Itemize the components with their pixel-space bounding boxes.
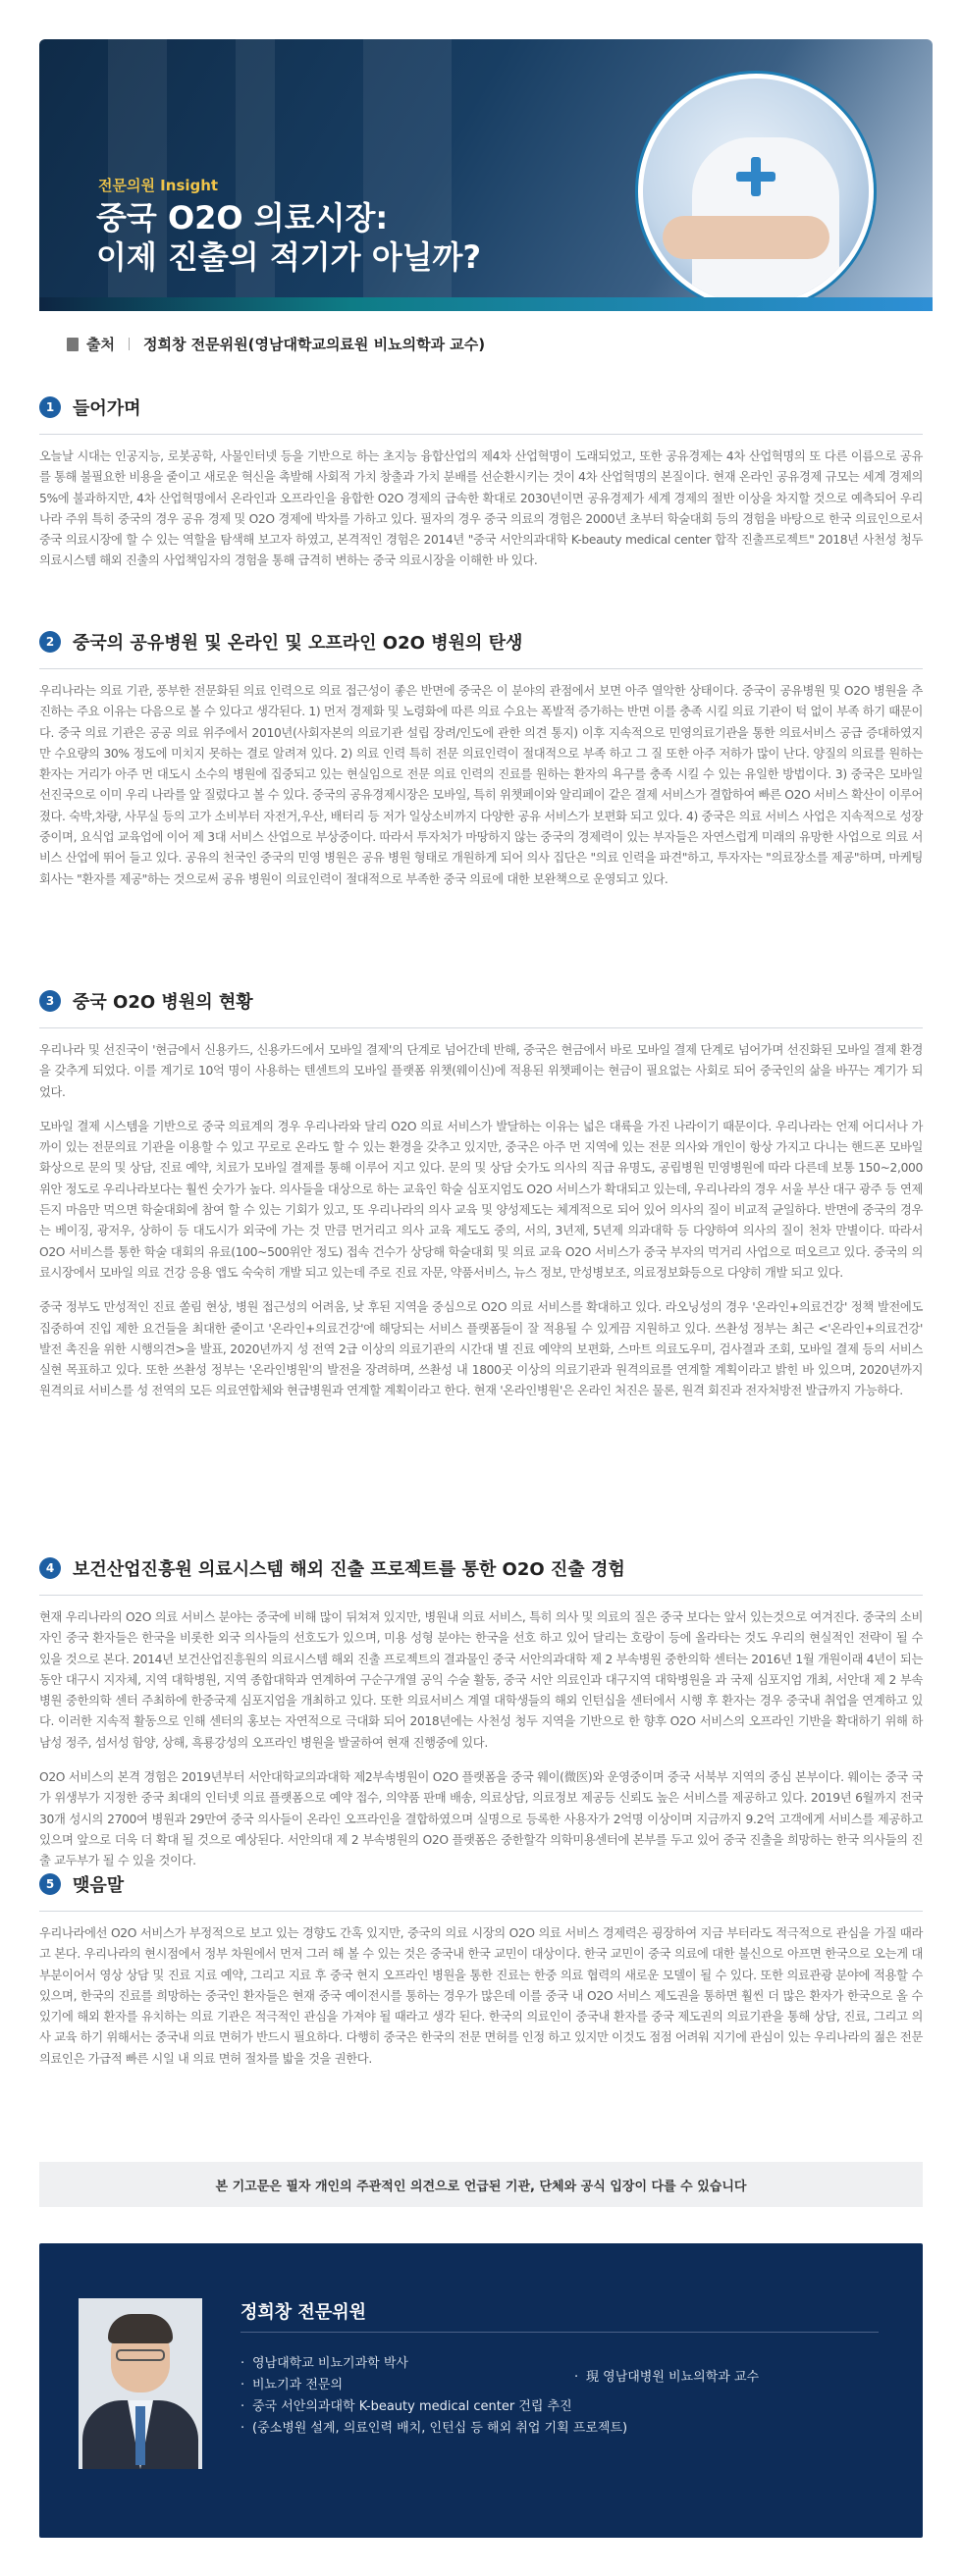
section-number-badge: 2: [39, 631, 61, 653]
section-heading: [39, 1555, 923, 1581]
title-line-2: 이제 진출의 적기가 아닐까?: [96, 238, 482, 276]
credential-item: · 現 영남대병원 비뇨의학과 교수: [574, 2367, 759, 2389]
author-current-position: [574, 2367, 759, 2389]
title-line-1: 중국 O2O 의료시장:: [96, 199, 389, 237]
section-divider: [39, 1595, 923, 1596]
source-label: 출처: [86, 336, 115, 353]
credential-item: · 중국 서안의과대학 K-beauty medical center 건립 추진: [240, 2396, 627, 2418]
section-heading: [39, 988, 923, 1014]
paragraph: O2O 서비스의 본격 경험은 2019년부터 서안대학교의과대학 제2부속병원이 O2O 플랫폼을 중국 웨이(微医)와 운영중이며 중국 서북부 지역의 중심 본부이다. 웨이는 중국 국가 위생부가 지정한 중국 최대의 인터넷 의료 플랫폼으로 예약 접수, 의약품 판매 배송, 의료상담, 의료정보 제공등 신뢰도 높은 서비스를 제공하고 있다. 2019년 6월까지 전국 30개 성시의 2700여 병원과 29만여 중국 의사들이 온라인 오프라인을 결합하였으며 실명으로 등록한 사용자가 2억명 이상이며 지금까지 9.2억 고객에게 서비스를 제공하고 있으며 앞으로 더욱 더 확대 될 것으로 예상된다. 서안의대 제 2 부속병원의 O2O 플랫폼은 중한할각 의학미용센터에 본부를 두고 있어 중국 진출을 희망하는 한국 의사들의 진출 교두부가 될 수 있을 것이다.: [39, 1770, 923, 1868]
section-1: [39, 394, 923, 572]
section-heading: [39, 1871, 923, 1897]
source-value: 정희창 전문위원(영남대학교의료원 비뇨의학과 교수): [142, 336, 486, 353]
section-divider: [39, 668, 923, 669]
author-name: 정희창 전문위원: [240, 2302, 366, 2323]
section-title: 중국의 공유병원 및 온라인 및 오프라인 O2O 병원의 탄생: [73, 633, 523, 654]
medical-cross-icon: [736, 157, 775, 196]
book-icon: [67, 338, 79, 351]
section-number-badge: 4: [39, 1557, 61, 1579]
section-heading: [39, 629, 923, 655]
author-card: [39, 2243, 923, 2538]
section-5: [39, 1871, 923, 2070]
section-4: [39, 1555, 923, 1872]
paragraph: 현재 우리나라의 O2O 의료 서비스 분야는 중국에 비해 많이 뒤쳐져 있지만, 병원내 의료 서비스, 특히 의사 및 의료의 질은 중국 보다는 앞서 있는것으로 여겨진다. 중국의 소비자인 중국 환자들은 한국을 비롯한 외국 의사들의 선호도가 있으며, 미용 성형 분야는 한국을 선호 하고 있어 달리는 호랑이 등에 올라타는 것도 우리의 현실적인 전략이 될 수 있을 것으로 본다. 2014년 보건산업진흥원의 의료시스템 해외 진출 프로젝트의 결과물인 중국 서안의과대학 제 2 부속병원 중한의학 센터는 2016년 1월 개원이래 4년이 되는 동안 대구시 지자체, 지역 대학병원, 지역 종합대학과 연계하여 구순구개열 공익 수술 활동, 중국 서안 의료인과 대구지역 대학병원을 과 국제 심포지엄 개최, 서안대 제 2 부속병원 중한의학 센터 주최하에 한중국제 심포지엄을 개최하고 있다. 또한 의료서비스 계열 대학생들의 해외 인턴십을 센터에서 시행 후 환자는 경우 중국내 취업을 연계하고 있다. 이러한 지속적 활동으로 인해 센터의 홍보는 자연적으로 극대화 되어 2018년에는 사천성 청두 지역을 기반으로 한 향후 O2O 서비스의 오프라인 기반을 확대하기 위해 하남성 정주, 섬서성 함양, 상해, 흑룡강성의 오프라인 병원을 발굴하여 현재 진행중에 있다.: [39, 1610, 923, 1750]
paragraph: 우리나라에선 O2O 서비스가 부정적으로 보고 있는 경향도 간혹 있지만, 중국의 의료 시장의 O2O 의료 서비스 경제력은 굉장하여 지금 부터라도 적극적으로 관심을 가질 때라고 본다. 우리나라의 현시점에서 정부 차원에서 먼저 그러 해 볼 수 있는 것은 중국내 한국 교민이 대상이다. 한국 교민이 중국 의료에 대한 불신으로 아프면 한국으로 오는게 대부분이어서 영상 상담 및 진료 지료 예약, 그리고 지료 후 중국 현지 오프라인 병원을 통한 진료는 한중 의료 협력의 새로운 모델이 될 수 있다. 또한 의료관광 분야에 적용할 수 있으며, 한국의 진료를 희망하는 중국인 환자들은 현재 중국 예이전시를 통하는 경우가 많은데 이를 중국 내 O2O 서비스 제도권을 통하면 훨씬 더 많은 환자가 한국으로 올 수 있기에 해외 환자를 유치하는 의료 기관은 적극적인 관심을 가져야 될 때라고 생각 된다. 한국의 의료인이 중국내 환자를 중국 제도권의 의료기관을 통해 상담, 진료, 그리고 의사 교육 하기 위해서는 중국내 의료 면허가 반드시 필요하다. 다행히 중국은 한국의 전문 면허를 인정 하고 있지만 이것도 점점 어려워 지기에 관심이 있는 우리나라의 젊은 전문 의료인은 가급적 빠른 시일 내 의료 면허 절차를 밟을 것을 권한다.: [39, 1926, 923, 2066]
credential-item: · 비뇨기과 전문의: [240, 2375, 627, 2396]
credential-item: · (중소병원 설계, 의료인력 배치, 인턴십 등 해외 취업 기획 프로젝트): [240, 2418, 627, 2440]
source-line: [67, 334, 485, 354]
paragraph: 우리나라는 의료 기관, 풍부한 전문화된 의료 인력으로 의료 접근성이 좋은 반면에 중국은 이 분야의 관점에서 보면 아주 열악한 상태이다. 중국이 공유병원 및 O2O 병원을 추진하는 주요 이유는 다음으로 볼 수 있다고 생각된다. 1) 먼저 경제화 및 노령화에 따른 의료 수요는 폭발적 증가하는 반면 이를 충족 시킬 의료 기관이 턱 없이 부족 하기 때문이다. 중국 의료 기관은 공공 의료 위주에서 2010년(사회자본의 의료기관 설립 장려/인도에 관한 의견 통지) 이후 지속적으로 민영의료기관을 통한 의료서비스 공급 증대하였지만 수요량의 30% 정도에 미치지 못하는 결로 알려져 있다. 2) 의료 인력 특히 전문 의료인력이 절대적으로 부족 하고 그 질 또한 아주 저하가 많이 난다. 양질의 의료를 원하는 환자는 거리가 아주 먼 대도시 소수의 병원에 집중되고 있는 현실임으로 전문 의료 인력의 진료를 원하는 환자의 욕구를 충족 시킬 수 있는 유일한 방법이다. 3) 중국은 모바일 선진국으로 이미 우리 나라를 앞 질렀다고 볼 수 있다. 중국의 공유경제시장은 모바일, 특히 위챗페이와 알리페이 같은 결제 서비스가 결합하여 빠른 O2O 서비스 확산이 이루어졌다. 숙박,차량, 사무실 등의 고가 소비부터 자전거,우산, 배터리 등 저가 일상소비까지 다양한 공유 서비스가 보편화 되고 있다. 4) 중국은 의료 서비스 사업은 지속적으로 성장 중이며, 요식업 교육업에 이어 제 3대 서비스 산업으로 부상중이다. 따라서 투자처가 마땅하지 않는 중국의 경제력이 있는 부자들은 자연스럽게 미래의 유망한 사업으로 의료 서비스 산업에 뛰어 들고 있다. 공유의 천국인 중국의 민영 병원은 공유 병원 형태로 개원하게 되어 의사 집단은 "의료 인력을 파견"하고, 투자자는 "의료장소를 제공"하며, 마케팅 회사는 "환자를 제공"하는 것으로써 공유 병원이 의료인력이 절대적으로 부족한 중국 의료에 대한 보완책으로 운영되고 있다.: [39, 684, 923, 886]
hero-kicker: 전문의원 Insight: [98, 177, 219, 194]
credential-item: · 영남대학교 비뇨기과학 박사: [240, 2353, 627, 2375]
section-number-badge: 1: [39, 396, 61, 418]
section-title: 들어가며: [73, 398, 141, 419]
section-number-badge: 3: [39, 990, 61, 1012]
section-title: 중국 O2O 병원의 현황: [73, 992, 253, 1013]
section-divider: [39, 434, 923, 435]
hero-banner: [39, 39, 933, 304]
disclaimer-box: 본 기고문은 필자 개인의 주관적인 의견으로 언급된 기관, 단체와 공식 입장이 다를 수 있습니다: [39, 2162, 923, 2207]
photo-tie: [135, 2406, 145, 2465]
photo-glasses: [116, 2349, 165, 2361]
photo-hair: [108, 2314, 173, 2343]
paragraph: 오늘날 시대는 인공지능, 로봇공학, 사물인터넷 등을 기반으로 하는 초지능 융합산업의 제4차 산업혁명이 도래되었고, 또한 공유경제는 4차 산업혁명의 또 다른 이름으로 공유를 통해 불필요한 비용을 줄이고 새로운 혁신을 촉발해 사회적 가치 창출과 가치 분배를 선순환시키는 것이 4차 산업혁명의 본질이다. 현재 온라인 공유경제 규모는 세계 경제의 5%에 불과하지만, 4차 산업혁명에서 온라인과 오프라인을 융합한 O2O 경제의 급속한 확대로 2030년이면 공유경제가 세계 경제의 절반 이상을 차지할 것으로 예측되어 우리나라 주위 특히 중국의 경우 공유 경제 및 O2O 경제에 박차를 가하고 있다. 필자의 경우 중국 의료의 경험은 2000년 초부터 학술대회 등의 경험을 바탕으로 한국 의료인으로서 중국 의료시장에 할 수 있는 역할을 탐색해 보고자 하였고, 본격적인 경험은 2014년 "중국 서안의과대학 K-beauty medical center 합작 진출프로젝트" 2018년 사천성 청두 의료시스템 해외 진출의 사업책임자의 경험을 통해 급격히 변하는 중국 의료시장을 이해한 바 있다.: [39, 449, 923, 568]
author-photo: [79, 2298, 202, 2469]
hand-illustration: [663, 216, 829, 259]
section-title: 보건산업진흥원 의료시스템 해외 진출 프로젝트를 통한 O2O 진출 경험: [73, 1559, 625, 1580]
paragraph: 모바일 결제 시스템을 기반으로 중국 의료계의 경우 우리나라와 달리 O2O 의료 서비스가 발달하는 이유는 넓은 대륙을 가진 나라이기 때문이다. 우리나라는 언제 어디서나 가까이 있는 전문의료 기관을 이용할 수 있고 꾸로로 온라도 할 수 있는 환경을 갖추고 있지만, 중국은 아주 먼 지역에 있는 전문 의사와 개인이 항상 가지고 다니는 핸드폰 모바일 화상으로 문의 및 상담, 진료 예약, 치료가 모바일 결제를 통해 이루어 지고 있다. 문의 및 상담 숫가도 의사의 직급 유명도, 공립병원 민영병원에 따라 다른데 보통 150~2,000위안 정도로 우리나라보다는 훨씬 숫가가 높다. 의사들을 대상으로 하는 교육인 학술 심포지엄도 O2O 서비스가 확대되고 있는데, 우리나라의 경우 서울 부산 대구 광주 등 연제든지 마음만 먹으면 학술대회에 참여 할 수 있는 기회가 있고, 또 우리나라의 의사 교육 및 양성제도는 체계적으로 되어 있어 의사의 질이 비교적 균일하다. 반면에 중국의 경우는 베이징, 광저우, 상하이 등 대도시가 외국에 가는 것 만큼 먼거리고 의사 교육 제도도 중의, 서의, 3년제, 5년제 의과대학 등 다양하여 의사의 질이 천차 만별이다. 따라서 O2O 서비스를 통한 학술 대회의 유료(100~500위안 정도) 접속 건수가 상당해 학술대회 및 의료 교육 O2O 서비스가 중국 부자의 먹거리 사업으로 떠오르고 있다. 중국의 의료시장에서 모바일 의료 건강 응용 앱도 숙숙히 개발 되고 있는데 주로 진료 자문, 약품서비스, 뉴스 정보, 만성병보조, 의료정보화등으로 다양히 개발 되고 있다.: [39, 1119, 924, 1280]
section-divider: [39, 1911, 923, 1912]
author-credentials: [240, 2353, 627, 2440]
paragraph: 중국 정부도 만성적인 진료 쏠림 현상, 병원 접근성의 어려움, 낮 후된 지역을 중심으로 O2O 의료 서비스를 확대하고 있다. 라오닝성의 경우 '온라인+의료건강' 정책 발전에도 집중하여 진입 제한 요건들을 최대한 줄이고 '온라인+의료건강'에 해당되는 서비스 플랫폼들이 잘 적용될 수 있게끔 지원하고 있다. 쓰촨성 정부는 최근 <'온라인+의료건강' 발전 촉진을 위한 시행의견>을 발표, 2020년까지 성 전역 2급 이상의 의료기관의 시간대 별 진료 예약의 보편화, 스마트 의료도우미, 검사결과 조회, 모바일 결제 등의 서비스 실현 목표하고 있다. 또한 쓰촨성 정부는 '온라인병원'의 발전을 장려하며, 쓰촨성 내 1800곳 이상의 의료기관과 원격의료를 연계할 계획이라고 밝힌 바 있으며, 2020년까지 원격의료 서비스를 성 전역의 모든 의료연합체와 현급병원과 연계할 계획이라고 한다. 현재 '온라인병원'은 온라인 처진은 물론, 원격 회진과 전자처방전 발급까지 가능하다.: [39, 1300, 923, 1398]
section-divider: [39, 1027, 923, 1028]
hero-accent-bar: [39, 297, 933, 311]
paragraph: 우리나라 및 선진국이 '현금에서 신용카드, 신용카드에서 모바일 결제'의 단계로 넘어간데 반해, 중국은 현금에서 바로 모바일 결제 단계로 넘어가며 선진화된 모바일 결제 환경을 갖추게 되었다. 이를 계기로 10억 명이 사용하는 텐센트의 모바일 플랫폼 위챗(웨이신)에 적용된 위챗페이는 현금이 필요없는 사회로 되어 중국인의 삶을 바꾸는 계기가 되었다.: [39, 1043, 923, 1099]
section-2: [39, 629, 923, 890]
section-number-badge: 5: [39, 1873, 61, 1895]
author-divider: [240, 2332, 879, 2333]
divider: [129, 338, 130, 350]
section-heading: [39, 394, 923, 420]
section-3: [39, 988, 923, 1402]
hero-medical-image: [638, 74, 874, 304]
section-title: 맺음말: [73, 1875, 125, 1896]
page-title: [96, 198, 481, 277]
